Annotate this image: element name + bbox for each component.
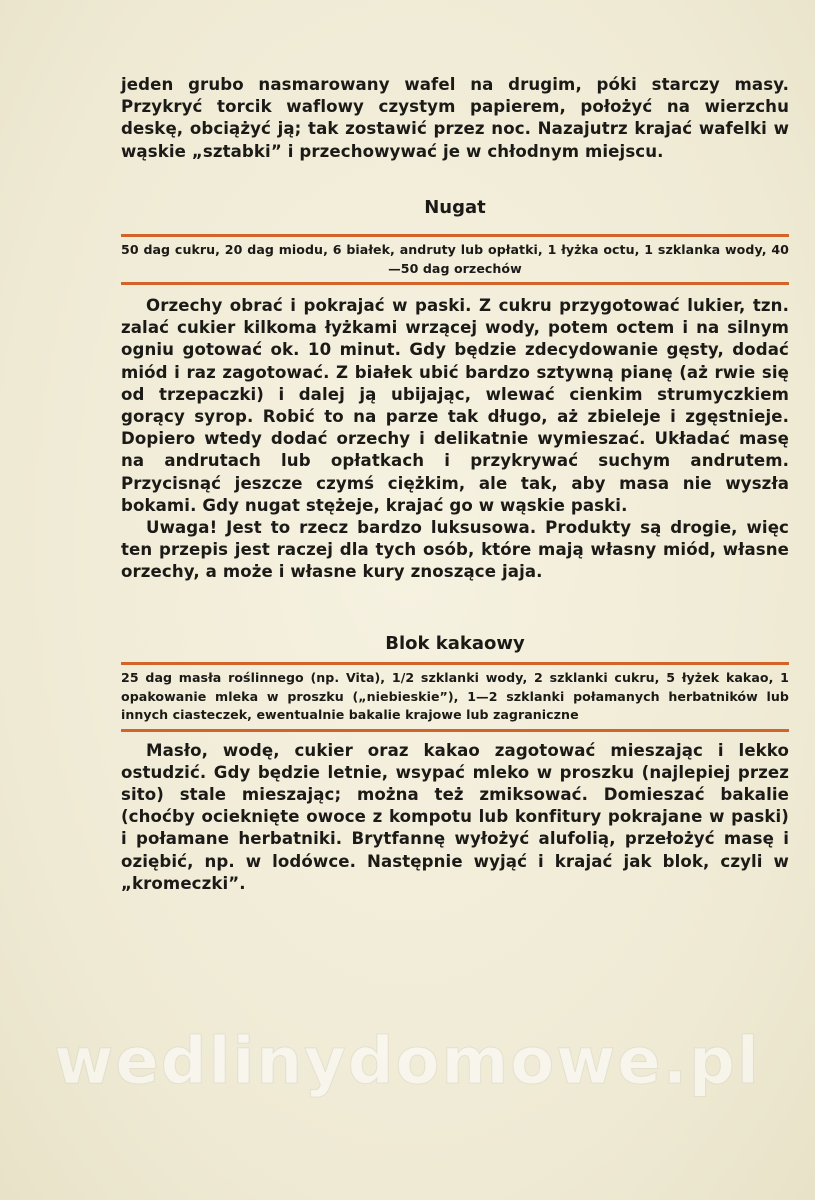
nugat-bottom-rule	[121, 282, 789, 285]
blok-ingredients: 25 dag masła roślinnego (np. Vita), 1/2 szklanki wody, 2 szklanki cukru, 5 łyżek kakao, 1 opakowanie mleka w proszku („niebieskie”), 1—2 szklanki połamanych herbatników lub innych ciasteczek, ewentualnie bakalie krajowe lub zagraniczne	[121, 670, 789, 722]
blok-section	[121, 632, 789, 895]
watermark: wedlinydomowe.pl	[54, 1025, 761, 1099]
blok-body: Masło, wodę, cukier oraz kakao zagotować mieszając i lekko ostudzić. Gdy będzie letnie, wsypać mleko w proszku (najlepiej przez sito) stale mieszając; można też zmiksować. Domieszać bakalie (choćby ocieknięte owoce z kompotu lub konfitury pokrajane w paski) i połamane herbatniki. Brytfannę wyłożyć alufolią, przełożyć masę i oziębić, np. w lodówce. Następnie wyjąć i krajać jak blok, czyli w „kromeczki”.	[121, 740, 789, 893]
nugat-ingredients: 50 dag cukru, 20 dag miodu, 6 białek, andruty lub opłatki, 1 łyżka octu, 1 szklanka wody, 40—50 dag orzechów	[121, 242, 789, 276]
intro-section	[121, 74, 789, 163]
nugat-note-text: Jest to rzecz bardzo luksusowa. Produkty są drogie, więc ten przepis jest raczej dla tych osób, które mają własny miód, własne orzechy, a może i własne kury znoszące jaja.	[121, 518, 789, 582]
blok-bottom-rule	[121, 729, 789, 732]
nugat-note-label: Uwaga!	[146, 518, 218, 538]
blok-top-rule	[121, 662, 789, 665]
nugat-top-rule	[121, 234, 789, 237]
intro-paragraph: jeden grubo nasmarowany wafel na drugim, póki starczy masy. Przykryć torcik waflowy czystym papierem, położyć na wierzchu deskę, obciążyć ją; tak zostawić przez noc. Nazajutrz krajać wafelki w wąskie „sztabki” i przechowywać je w chłodnym miejscu.	[121, 75, 789, 161]
blok-title: Blok kakaowy	[385, 633, 525, 654]
nugat-body: Orzechy obrać i pokrajać w paski. Z cukru przygotować lukier, tzn. zalać cukier kilkoma łyżkami wrzącej wody, potem octem i na silnym ogniu gotować ok. 10 minut. Gdy będzie zdecydowanie gęsty, dodać miód i raz zagotować. Z białek ubić bardzo sztywną pianę (aż rwie się od trzepaczki) i dalej ją ubijając, wlewać cienkim strumyczkiem gorący syrop. Robić to na parze tak długo, aż zbieleje i zgęstnieje. Dopiero wtedy dodać orzechy i delikatnie wymieszać. Układać masę na andrutach lub opłatkach i przykrywać suchym andrutem. Przycisnąć jeszcze czymś ciężkim, ale tak, aby masa nie wyszła bokami. Gdy nugat stężeje, krajać go w wąskie paski.	[121, 296, 789, 515]
nugat-title: Nugat	[424, 197, 486, 218]
nugat-section	[121, 196, 789, 584]
nugat-note	[121, 517, 789, 584]
